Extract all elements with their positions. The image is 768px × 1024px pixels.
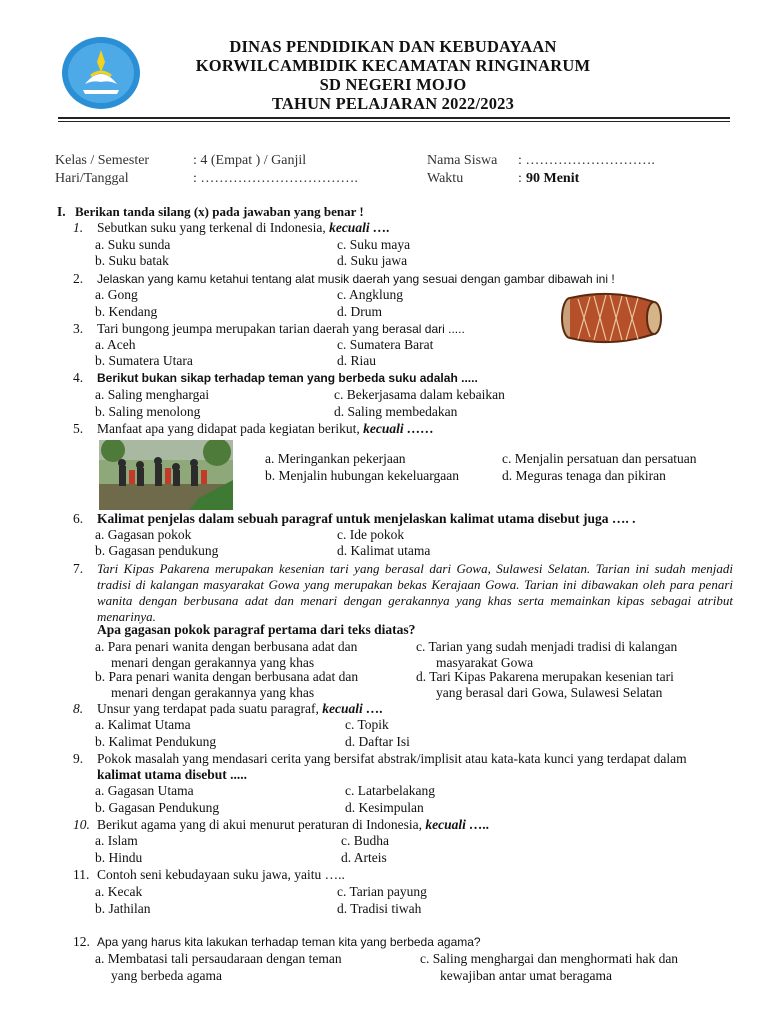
q2-number: 2.: [73, 271, 84, 286]
q10-option-b[interactable]: b. Hindu: [95, 850, 143, 865]
q11-number: 11.: [73, 867, 90, 882]
q10-option-c[interactable]: c. Budha: [341, 833, 389, 848]
q9-text-line1: Pokok masalah yang mendasari cerita yang bersifat abstrak/implisit atau kata-kata kunci yang terdapat dalam: [97, 751, 687, 766]
q7-option-c[interactable]: c. Tarian yang sudah menjadi tradisi di kalangan: [416, 639, 678, 654]
q1-text: Sebutkan suku yang terkenal di Indonesia, kecuali ….: [97, 220, 390, 235]
q7-option-a[interactable]: a. Para penari wanita dengan berbusana adat dan: [95, 639, 358, 654]
q11-option-b[interactable]: b. Jathilan: [95, 901, 151, 916]
q3-number: 3.: [73, 321, 84, 336]
q9-text-line2: kalimat utama disebut .....: [97, 767, 248, 782]
q6-text: Kalimat penjelas dalam sebuah paragraf untuk menjelaskan kalimat utama disebut juga …. .: [97, 511, 636, 526]
q4-number: 4.: [73, 370, 84, 385]
q11-option-d[interactable]: d. Tradisi tiwah: [337, 901, 422, 916]
q4-option-d[interactable]: d. Saling membedakan: [334, 404, 458, 419]
q8-text: Unsur yang terdapat pada suatu paragraf, kecuali ….: [97, 701, 384, 716]
header-line-3: SD NEGERI MOJO: [319, 75, 467, 94]
q4-option-a[interactable]: a. Saling menghargai: [95, 387, 210, 402]
q3-text: Tari bungong jeumpa merupakan tarian daerah yang berasal dari .....: [97, 321, 465, 336]
q12-number: 12.: [73, 934, 90, 949]
header-line-1: DINAS PENDIDIKAN DAN KEBUDAYAAN: [229, 37, 557, 56]
q8-option-b[interactable]: b. Kalimat Pendukung: [95, 734, 217, 749]
q1-option-d[interactable]: d. Suku jawa: [337, 253, 408, 268]
kendang-drum-image: [560, 290, 664, 346]
q6-option-c[interactable]: c. Ide pokok: [337, 527, 405, 542]
waktu-colon: :: [518, 171, 522, 186]
kelas-label: Kelas / Semester: [55, 153, 150, 168]
q2-option-d[interactable]: d. Drum: [337, 304, 382, 319]
q1-option-b[interactable]: b. Suku batak: [95, 253, 169, 268]
waktu-value: 90 Menit: [526, 171, 580, 186]
q2-option-a[interactable]: a. Gong: [95, 287, 138, 302]
header-divider-thin: [58, 121, 730, 122]
header-line-2: KORWILCAMBIDIK KECAMATAN RINGINARUM: [195, 56, 591, 75]
q11-option-c[interactable]: c. Tarian payung: [337, 884, 427, 899]
tut-wuri-handayani-logo: [61, 36, 141, 110]
q6-option-b[interactable]: b. Gagasan pendukung: [95, 543, 219, 558]
waktu-label: Waktu: [427, 171, 464, 186]
q5-option-a[interactable]: a. Meringankan pekerjaan: [265, 451, 406, 466]
q8-number: 8.: [73, 701, 84, 716]
q7-option-c-line2: masyarakat Gowa: [436, 655, 534, 670]
q8-option-a[interactable]: a. Kalimat Utama: [95, 717, 191, 732]
q3-option-c[interactable]: c. Sumatera Barat: [337, 337, 434, 352]
q7-option-d-line2: yang berasal dari Gowa, Sulawesi Selatan: [436, 685, 663, 700]
q3-option-b[interactable]: b. Sumatera Utara: [95, 353, 193, 368]
q5-text: Manfaat apa yang didapat pada kegiatan berikut, kecuali ……: [97, 421, 435, 436]
q10-text: Berikut agama yang di akui menurut peraturan di Indonesia, kecuali …..: [97, 817, 490, 832]
q6-number: 6.: [73, 511, 84, 526]
q11-text: Contoh seni kebudayaan suku jawa, yaitu …..: [97, 867, 345, 882]
q6-option-d[interactable]: d. Kalimat utama: [337, 543, 431, 558]
q12-option-c[interactable]: c. Saling menghargai dan menghormati hak dan: [420, 951, 679, 966]
q7-number: 7.: [73, 561, 84, 576]
hari-value: : …………………………….: [193, 171, 358, 186]
q12-option-a-line2: yang berbeda agama: [111, 968, 222, 983]
hari-label: Hari/Tanggal: [55, 171, 129, 186]
q2-text: Jelaskan yang kamu ketahui tentang alat musik daerah yang sesuai dengan gambar dibawah ini !: [97, 272, 615, 286]
q7-paragraph: Tari Kipas Pakarena merupakan kesenian tari yang berasal dari Gowa, Sulawesi Selatan. Tarian ini sudah menjadi tradisi di kalangan masyarakat Gowa yang merupakan bekas Kerajaan Gowa. Tarian ini dibawakan oleh para penari wanita dengan berbusana adat dan menari dengan gerakannya yang khas serta memainkan kipas sebagai atribut menarinya.: [97, 561, 733, 624]
q1-number: 1.: [73, 220, 84, 235]
q4-option-c[interactable]: c. Bekerjasama dalam kebaikan: [334, 387, 505, 402]
q3-option-d[interactable]: d. Riau: [337, 353, 376, 368]
q9-number: 9.: [73, 751, 84, 766]
q5-number: 5.: [73, 421, 84, 436]
q8-option-d[interactable]: d. Daftar Isi: [345, 734, 410, 749]
q9-option-a[interactable]: a. Gagasan Utama: [95, 783, 194, 798]
q7-option-b[interactable]: b. Para penari wanita dengan berbusana adat dan: [95, 669, 359, 684]
q1-option-a[interactable]: a. Suku sunda: [95, 237, 171, 252]
q12-option-c-line2: kewajiban antar umat beragama: [440, 968, 613, 983]
q7-option-b-line2: menari dengan gerakannya yang khas: [111, 685, 315, 700]
q10-option-a[interactable]: a. Islam: [95, 833, 138, 848]
q9-option-c[interactable]: c. Latarbelakang: [345, 783, 435, 798]
q12-option-a[interactable]: a. Membatasi tali persaudaraan dengan teman: [95, 951, 342, 966]
q4-option-b[interactable]: b. Saling menolong: [95, 404, 201, 419]
nama-label: Nama Siswa: [427, 153, 498, 168]
section-title: Berikan tanda silang (x) pada jawaban yang benar !: [75, 204, 364, 219]
q5-option-b[interactable]: b. Menjalin hubungan kekeluargaan: [265, 468, 459, 483]
q7-option-d[interactable]: d. Tari Kipas Pakarena merupakan kesenian tari: [416, 669, 674, 684]
q9-option-b[interactable]: b. Gagasan Pendukung: [95, 800, 220, 815]
q12-text: Apa yang harus kita lakukan terhadap teman kita yang berbeda agama?: [97, 935, 481, 949]
q2-option-b[interactable]: b. Kendang: [95, 304, 158, 319]
q3-option-a[interactable]: a. Aceh: [95, 337, 136, 352]
q5-option-c[interactable]: c. Menjalin persatuan dan persatuan: [502, 451, 697, 466]
q10-number: 10.: [73, 817, 90, 832]
q5-option-d[interactable]: d. Meguras tenaga dan pikiran: [502, 468, 666, 483]
q7-question: Apa gagasan pokok paragraf pertama dari teks diatas?: [97, 622, 416, 637]
q8-option-c[interactable]: c. Topik: [345, 717, 389, 732]
kelas-value: : 4 (Empat ) / Ganjil: [193, 153, 307, 168]
q9-option-d[interactable]: d. Kesimpulan: [345, 800, 424, 815]
q1-option-c[interactable]: c. Suku maya: [337, 237, 411, 252]
q10-option-d[interactable]: d. Arteis: [341, 850, 387, 865]
section-number: I.: [57, 204, 66, 219]
header-divider: [58, 117, 730, 119]
nama-value: : ……………………….: [518, 153, 655, 168]
q6-option-a[interactable]: a. Gagasan pokok: [95, 527, 192, 542]
q2-option-c[interactable]: c. Angklung: [337, 287, 403, 302]
q11-option-a[interactable]: a. Kecak: [95, 884, 143, 899]
header-line-4: TAHUN PELAJARAN 2022/2023: [271, 94, 515, 113]
gotong-royong-photo: [99, 440, 233, 510]
q4-text: Berikut bukan sikap terhadap teman yang berbeda suku adalah .....: [97, 371, 478, 385]
q7-option-a-line2: menari dengan gerakannya yang khas: [111, 655, 315, 670]
